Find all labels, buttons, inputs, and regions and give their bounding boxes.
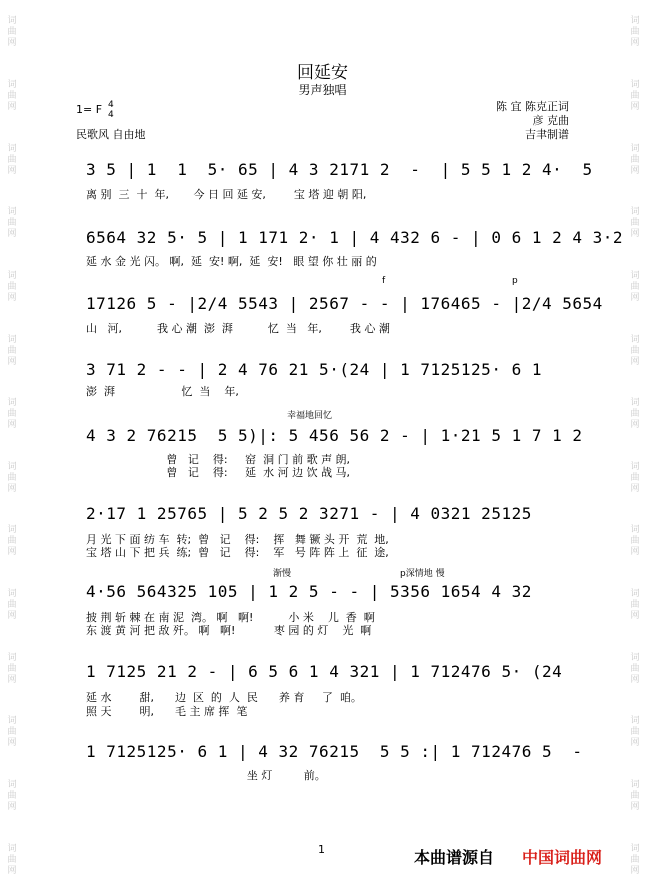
lyric-line-5a: 曾 记 得: 窑 洞 门 前 歌 声 朗, [86, 453, 351, 466]
expression-gradual-slow: 渐慢 [273, 569, 292, 579]
lyric-line-5b: 曾 记 得: 延 水 河 边 饮 战 马, [86, 466, 351, 479]
credit-lyrics: 陈 宜 陈克正词 [496, 100, 569, 113]
score-line-4: 3 71 2 - - | 2 4 76 21 5·(24 | 1 7125125· 6 1 [86, 360, 542, 379]
lyric-line-8b: 照 天 明, 毛 主 席 挥 笔 [86, 705, 248, 718]
score-line-2: 6564 32 5· 5 | 1 171 2· 1 | 4 432 6 - | 0 6 1 2 4 3·2 [86, 228, 624, 247]
time-signature: 4 4 [108, 100, 114, 120]
key-signature: 1= F [76, 103, 103, 116]
song-subtitle: 男声独唱 [298, 83, 347, 97]
lyric-line-9: 坐 灯 前。 [86, 769, 326, 782]
lyric-line-7a: 披 荆 斩 棘 在 南 泥 湾。 啊 啊! 小 米 儿 香 啊 [86, 611, 375, 624]
credit-composer: 彦 克曲 [532, 114, 569, 127]
score-line-3: 17126 5 - |2/4 5543 | 2567 - - | 176465 - |2/4 5654 [86, 294, 603, 313]
dynamic-piano: p [512, 276, 518, 286]
watermark-right: 词曲网 词曲网 词曲网 词曲网 词曲网 词曲网 词曲网 词曲网 词曲网 词曲网 词曲网 词曲网 词曲网 词曲网 [628, 15, 639, 876]
watermark-left: 词曲网 词曲网 词曲网 词曲网 词曲网 词曲网 词曲网 词曲网 词曲网 词曲网 词曲网 词曲网 词曲网 词曲网 [5, 15, 16, 876]
credit-transcriber: 吉聿制谱 [525, 128, 569, 141]
source-label: 本曲谱源自 [414, 848, 495, 867]
score-line-1: 3 5 | 1 1 5· 65 | 4 3 2171 2 - | 5 5 1 2 4· 5 [86, 160, 593, 179]
site-name: 中国词曲网 [522, 848, 603, 867]
lyric-line-8a: 延 水 甜, 边 区 的 人 民 养 育 了 咱。 [86, 691, 362, 704]
dynamic-forte: f [382, 276, 386, 286]
page-number: 1 [318, 843, 325, 856]
lyric-line-2: 延 水 金 光 闪。 啊, 延 安! 啊, 延 安! 眼 望 你 壮 丽 的 [86, 255, 377, 268]
score-line-9: 1 7125125· 6 1 | 4 32 76215 5 5 :| 1 712476 5 - [86, 742, 583, 761]
score-line-8: 1 7125 21 2 - | 6 5 6 1 4 321 | 1 712476 5· (24 [86, 662, 563, 681]
expression-recall: 幸福地回忆 [287, 411, 333, 421]
performance-style: 民歌风 自由地 [76, 128, 146, 141]
lyric-line-3: 山 河, 我 心 潮 澎 湃 忆 当 年, 我 心 潮 [86, 322, 390, 335]
lyric-line-1: 离 别 三 十 年, 今 日 回 延 安, 宝 塔 迎 朝 阳, [86, 188, 367, 201]
lyric-line-6a: 月 光 下 面 纺 车 转; 曾 记 得: 挥 舞 镢 头 开 荒 地, [86, 533, 389, 546]
lyric-line-6b: 宝 塔 山 下 把 兵 练; 曾 记 得: 军 号 阵 阵 上 征 途, [86, 546, 389, 559]
song-title: 回延安 [297, 63, 348, 83]
score-line-6: 2·17 1 25765 | 5 2 5 2 3271 - | 4 0321 25125 [86, 504, 532, 523]
lyric-line-7b: 东 渡 黄 河 把 敌 歼。 啊 啊! 枣 园 的 灯 光 啊 [86, 624, 372, 637]
expression-deep-slow: p深情地 慢 [400, 569, 445, 579]
score-line-5: 4 3 2 76215 5 5)|: 5 456 56 2 - | 1·21 5 1 7 1 2 [86, 426, 583, 445]
score-line-7: 4·56 564325 105 | 1 2 5 - - | 5356 1654 4 32 [86, 582, 532, 601]
lyric-line-4: 澎 湃 忆 当 年, [86, 385, 239, 398]
